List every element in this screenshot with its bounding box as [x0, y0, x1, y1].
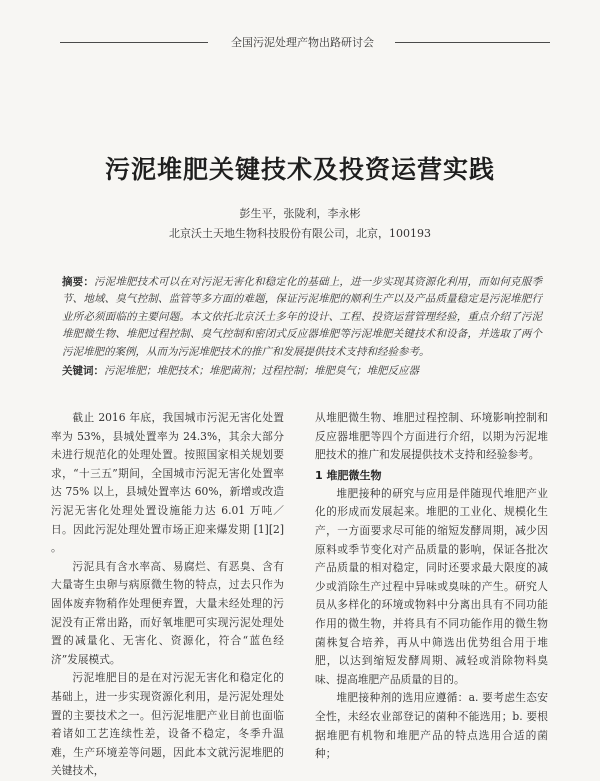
paragraph: 堆肥接种的研究与应用是伴随现代堆肥产业化的形成而发展起来。堆肥的工业化、规模化生产，一方面要求尽可能的缩短发酵周期，减少因原料或季节变化对产品质量的影响，保证各批次产品质量的相对稳定，同时还要求最大限度的减少或消除生产过程中异味或臭味的产生。研究人员从多样化的环境或物料中分离出具有不同功能作用的微生物，并将具有不同功能作用的微生物菌株复合培养，再从中筛选出优势组合用于堆肥，以达到缩短发酵周期、减轻或消除物料臭味、提高堆肥产品质量的目的。 — [315, 486, 548, 686]
keywords-label: 关键词： — [62, 365, 104, 377]
header-rule-right — [395, 42, 550, 43]
paragraph: 污泥具有含水率高、易腐烂、有恶臭、含有大量寄生虫卵与病原微生物的特点，过去只作为固体废弃物稍作处理便弃置，大量未经处理的污泥没有正常出路，而好氧堆肥可实现污泥处理处置的减量化、无害化、资源化，符合“蓝色经济”发展模式。 — [51, 559, 284, 666]
header-rule-left — [60, 42, 208, 43]
paragraph: 截止 2016 年底，我国城市污泥无害化处置率为 53%，县城处置率为 24.3%，其余大部分未进行规范化的处理处置。按照国家相关规划要求，“十三五”期间，全国城市污泥无害化处置率达 75% 以上，县城处置率达 60%，新增或改造污泥无害化处理处置设施能力达 6.01 万吨／日。因此污泥处理处置市场正迎来爆发期 [1][2] 。 — [51, 411, 284, 555]
abstract — [62, 274, 542, 361]
body-column-left — [51, 409, 284, 781]
paragraph: 堆肥接种剂的选用应遵循：a. 要考虑生态安全性，未经农业部登记的菌种不能选用；b. 要根据堆肥有机物和堆肥产品的特点选用合适的菌种； — [315, 691, 548, 761]
paragraph: 污泥堆肥目的是在对污泥无害化和稳定化的基础上，进一步实现资源化利用，是污泥处理处置的主要技术之一。但污泥堆肥产业目前也面临着诸如工艺连续性差，设备不稳定，冬季升温难，生产环境差等问题，因此本文就污泥堆肥的关键技术， — [51, 671, 284, 778]
keywords-text: 污泥堆肥；堆肥技术；堆肥菌剂；过程控制；堆肥臭气；堆肥反应器 — [104, 365, 419, 377]
keywords — [62, 363, 542, 380]
paper-affiliation: 北京沃土天地生物科技股份有限公司，北京，100193 — [169, 227, 431, 240]
body-column-right — [315, 409, 548, 764]
header-text: 全国污泥处理产物出路研讨会 — [231, 36, 374, 49]
paper-authors: 彭生平，张陇利，李永彬 — [239, 207, 361, 220]
paragraph-continued: 从堆肥微生物、堆肥过程控制、环境影响控制和反应器堆肥等四个方面进行介绍，以期为污泥堆肥技术的推广和发展提供技术支持和经验参考。 — [315, 411, 548, 462]
section-heading: 1 堆肥微生物 — [315, 468, 382, 482]
abstract-label: 摘要： — [62, 276, 95, 288]
abstract-text: 污泥堆肥技术可以在对污泥无害化和稳定化的基础上，进一步实现其资源化利用，而如何克服季节、地域、臭气控制、监管等多方面的难题，保证污泥堆肥的顺利生产以及产品质量稳定是污泥堆肥行业所必须面临的主要问题。本文依托北京沃土多年的设计、工程、投资运营管理经验，重点介绍了污泥堆肥微生物、堆肥过程控制、臭气控制和密闭式反应器堆肥等污泥堆肥关键技术和设备，并选取了两个污泥堆肥的案例，从而为污泥堆肥技术的推广和发展提供技术支持和经验参考。 — [62, 276, 543, 358]
paper-title: 污泥堆肥关键技术及投资运营实践 — [104, 155, 495, 184]
running-header — [60, 34, 550, 50]
